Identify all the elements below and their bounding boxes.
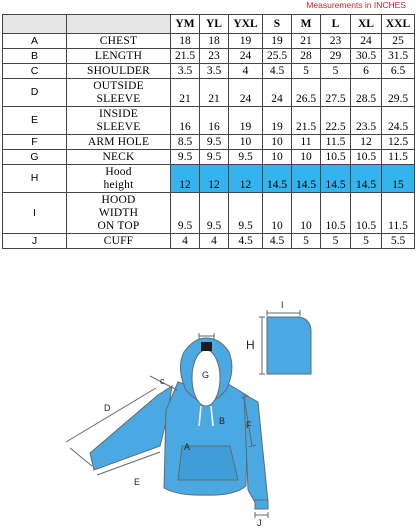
measurement-cell: 11 (292, 135, 321, 150)
row-code: H (3, 165, 67, 193)
header-blank-label (67, 15, 171, 34)
hood-side-shape (267, 317, 311, 374)
measurement-cell: 9.5 (229, 193, 263, 234)
measurement-cell: 18 (200, 34, 229, 49)
label-c: c (160, 376, 165, 386)
label-j: J (257, 518, 262, 528)
measurement-cell: 11.5 (382, 193, 415, 234)
measurement-cell: 9.5 (200, 193, 229, 234)
measurement-cell: 15 (382, 165, 415, 193)
measurement-cell: 5 (321, 64, 351, 79)
measurement-cell: 21 (171, 79, 200, 107)
measurement-cell: 14.5 (263, 165, 292, 193)
table-row (3, 193, 415, 234)
measurement-cell: 12.5 (382, 135, 415, 150)
row-code: J (3, 234, 67, 249)
table-row (3, 49, 415, 64)
units-note: Measurements in INCHES (306, 0, 406, 10)
measurement-cell: 19 (263, 107, 292, 135)
dimension-line-d-end (70, 448, 92, 466)
size-header: YXL (229, 15, 263, 34)
measurement-cell: 19 (229, 34, 263, 49)
label-d: D (104, 403, 111, 413)
measurement-cell: 21.5 (292, 107, 321, 135)
table-row (3, 165, 415, 193)
size-header: S (263, 15, 292, 34)
row-label-line: ARM HOLE (87, 136, 150, 148)
row-label-line: SLEEVE (96, 93, 141, 105)
right-sleeve-shape (244, 394, 268, 504)
measurement-cell: 8.5 (171, 135, 200, 150)
size-header: XL (351, 15, 382, 34)
row-code: A (3, 34, 67, 49)
measurement-cell: 16 (171, 107, 200, 135)
measurement-cell: 9.5 (200, 150, 229, 165)
row-label (67, 135, 171, 150)
measurement-cell: 10 (263, 135, 292, 150)
measurement-cell: 29.5 (382, 79, 415, 107)
measurement-cell: 16 (200, 107, 229, 135)
left-sleeve-shape (90, 386, 172, 470)
row-label (67, 34, 171, 49)
header-blank-code (3, 15, 67, 34)
measurement-cell: 5 (321, 234, 351, 249)
row-label (67, 64, 171, 79)
measurement-cell: 4 (200, 234, 229, 249)
measurement-cell: 29 (321, 49, 351, 64)
measurement-cell: 10 (292, 150, 321, 165)
measurement-cell: 10 (263, 150, 292, 165)
row-label (67, 165, 171, 193)
measurement-cell: 4 (171, 234, 200, 249)
measurement-cell: 9.5 (171, 193, 200, 234)
measurement-cell: 24 (229, 79, 263, 107)
measurement-cell: 25.5 (263, 49, 292, 64)
size-header: XXL (382, 15, 415, 34)
label-b: B (219, 416, 226, 426)
row-code: C (3, 64, 67, 79)
label-a: A (184, 442, 191, 452)
measurement-cell: 12 (351, 135, 382, 150)
measurement-cell: 10.5 (351, 193, 382, 234)
measurement-cell: 19 (229, 107, 263, 135)
row-label (67, 193, 171, 234)
table-row (3, 150, 415, 165)
measurement-cell: 10.5 (351, 150, 382, 165)
header-row (3, 15, 415, 34)
measurement-cell: 5 (292, 234, 321, 249)
label-g: G (202, 370, 210, 380)
measurement-cell: 23 (321, 34, 351, 49)
label-i: I (281, 300, 284, 310)
measurement-cell: 10.5 (321, 150, 351, 165)
measurement-cell: 4.5 (263, 64, 292, 79)
measurement-cell: 5 (292, 64, 321, 79)
measurement-cell: 18 (171, 34, 200, 49)
measurement-cell: 21 (200, 79, 229, 107)
measurement-cell: 24 (263, 79, 292, 107)
measurement-cell: 26.5 (292, 79, 321, 107)
measurement-cell: 10 (229, 135, 263, 150)
measurement-cell: 9.5 (200, 135, 229, 150)
table-row (3, 107, 415, 135)
size-header: YM (171, 15, 200, 34)
measurement-cell: 24 (351, 34, 382, 49)
row-label-line: Hood (105, 165, 132, 178)
neck-band-shape (201, 342, 212, 351)
measurement-cell: 24 (229, 49, 263, 64)
measurement-cell: 4.5 (263, 234, 292, 249)
row-label-line: CHEST (99, 35, 138, 47)
table-row (3, 234, 415, 249)
measurement-cell: 22.5 (321, 107, 351, 135)
row-label-line: OUTSIDE (93, 80, 144, 92)
table-row (3, 79, 415, 107)
measurement-cell: 23.5 (351, 107, 382, 135)
row-code: E (3, 107, 67, 135)
measurement-cell: 21.5 (171, 49, 200, 64)
measurement-cell: 6 (351, 64, 382, 79)
measurement-cell: 12 (171, 165, 200, 193)
measurement-cell: 19 (263, 34, 292, 49)
measurement-cell: 6.5 (382, 64, 415, 79)
measurement-cell: 30.5 (351, 49, 382, 64)
row-code: B (3, 49, 67, 64)
label-h: H (246, 338, 255, 352)
measurement-cell: 11.5 (382, 150, 415, 165)
cuff-shape (255, 500, 268, 509)
row-label-line: WIDTH (98, 207, 139, 219)
measurement-cell: 28 (292, 49, 321, 64)
table-row (3, 64, 415, 79)
measurement-cell: 9.5 (229, 150, 263, 165)
measurement-cell: 3.5 (171, 64, 200, 79)
measurement-cell: 12 (200, 165, 229, 193)
size-header: M (292, 15, 321, 34)
measurement-cell: 9.5 (171, 150, 200, 165)
row-label-line: ON TOP (97, 220, 140, 232)
row-code: I (3, 193, 67, 234)
size-header: YL (200, 15, 229, 34)
measurement-cell: 24.5 (382, 107, 415, 135)
measurement-cell: 31.5 (382, 49, 415, 64)
measurement-cell: 27.5 (321, 79, 351, 107)
measurement-cell: 14.5 (321, 165, 351, 193)
row-code: D (3, 79, 67, 107)
measurement-cell: 14.5 (351, 165, 382, 193)
measurement-cell: 10 (263, 193, 292, 234)
measurement-cell: 3.5 (200, 64, 229, 79)
measurement-cell: 28.5 (351, 79, 382, 107)
measurement-cell: 5.5 (382, 234, 415, 249)
row-label-line: INSIDE (99, 108, 138, 120)
row-label-line: SHOULDER (87, 65, 150, 77)
measurement-cell: 25 (382, 34, 415, 49)
row-label-line: CUFF (103, 235, 134, 247)
measurement-cell: 10.5 (321, 193, 351, 234)
table-row (3, 135, 415, 150)
measurement-cell: 10 (292, 193, 321, 234)
measurement-cell: 14.5 (292, 165, 321, 193)
measurement-cell: 4 (229, 64, 263, 79)
measurement-cell: 4.5 (229, 234, 263, 249)
label-f: F (246, 420, 252, 430)
row-label (67, 49, 171, 64)
table-row (3, 34, 415, 49)
row-label-line: SLEEVE (96, 121, 141, 133)
row-label (67, 107, 171, 135)
row-label-line: NECK (102, 151, 135, 163)
measurement-cell: 11.5 (321, 135, 351, 150)
hoodie-diagram (0, 290, 416, 528)
row-label (67, 234, 171, 249)
measurement-cell: 12 (229, 165, 263, 193)
size-header: L (321, 15, 351, 34)
row-label-line: LENGTH (94, 50, 143, 62)
row-code: F (3, 135, 67, 150)
measurement-cell: 5 (351, 234, 382, 249)
row-label (67, 150, 171, 165)
size-chart-table (2, 14, 415, 249)
row-label-line: HOOD (101, 194, 136, 206)
measurement-cell: 23 (200, 49, 229, 64)
row-code: G (3, 150, 67, 165)
row-label-line: height (103, 178, 134, 191)
row-label (67, 79, 171, 107)
measurement-cell: 21 (292, 34, 321, 49)
label-e: E (134, 477, 141, 487)
